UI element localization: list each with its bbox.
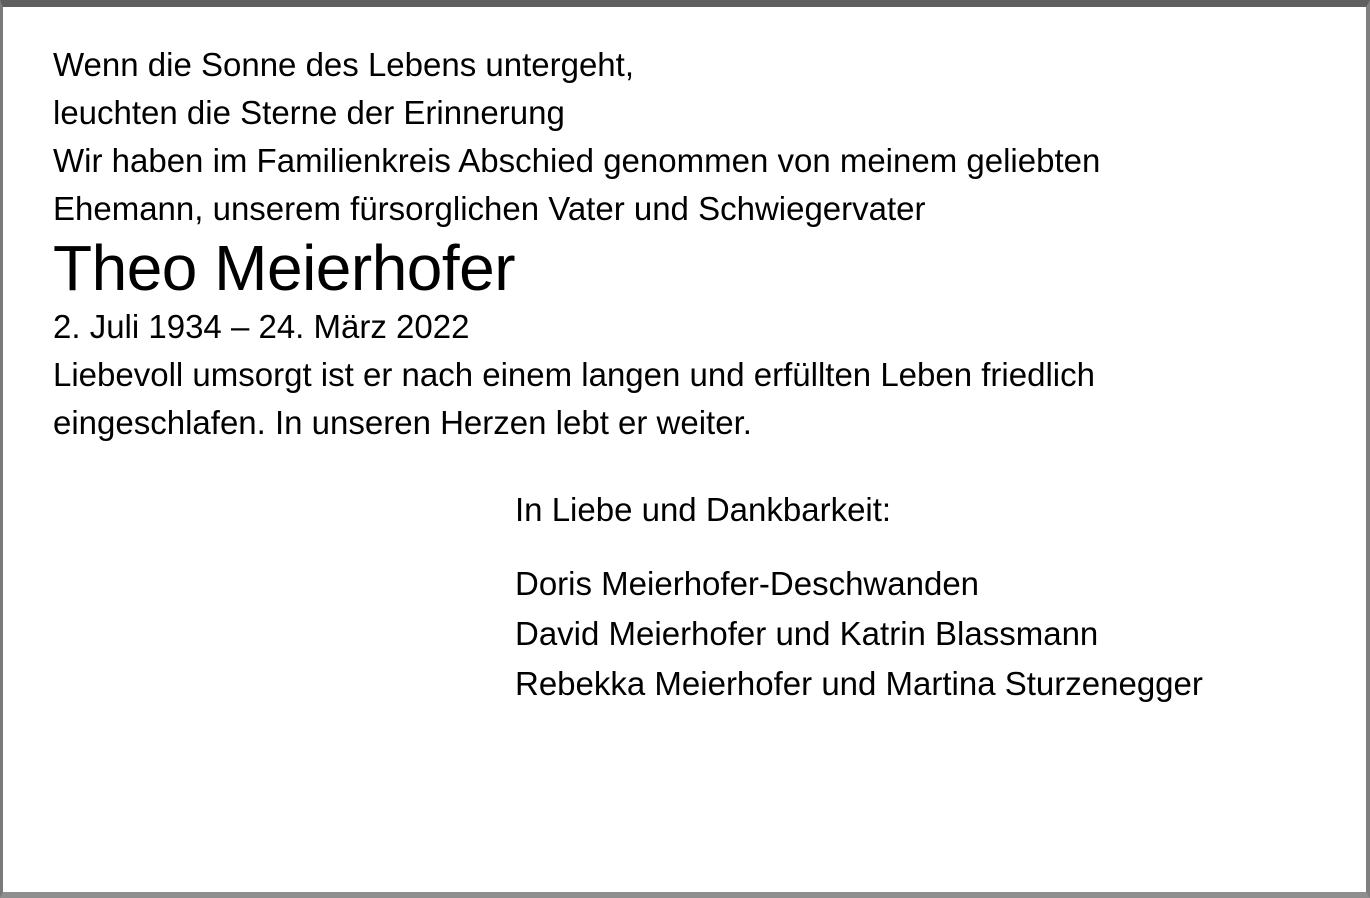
signature-block [53,486,1338,709]
intro-line-2: Ehemann, unserem fürsorglichen Vater und Schwiegervater [53,190,926,227]
notice-content [3,7,1366,709]
farewell-line-2: eingeschlafen. In unseren Herzen lebt er weiter. [53,404,752,441]
life-dates: 2. Juli 1934 – 24. März 2022 [53,308,470,345]
epigraph-line-2: leuchten die Sterne der Erinnerung [53,94,565,131]
mourner-name: Doris Meierhofer-Deschwanden [515,565,980,602]
epigraph-verse [53,41,1338,137]
intro-line-1: Wir haben im Familienkreis Abschied genommen von meinem geliebten [53,142,1101,179]
deceased-name: Theo Meierhofer [53,232,516,304]
closing-line: In Liebe und Dankbarkeit: [515,491,892,528]
intro-paragraph [53,137,1338,233]
epigraph-line-1: Wenn die Sonne des Lebens untergeht, [53,46,634,83]
mourners-list [515,559,1338,709]
mourner-name: Rebekka Meierhofer und Martina Sturzenegger [515,665,1203,702]
mourner-name: David Meierhofer und Katrin Blassmann [515,615,1099,652]
farewell-paragraph [53,351,1338,447]
farewell-line-1: Liebevoll umsorgt ist er nach einem langen und erfüllten Leben friedlich [53,356,1095,393]
